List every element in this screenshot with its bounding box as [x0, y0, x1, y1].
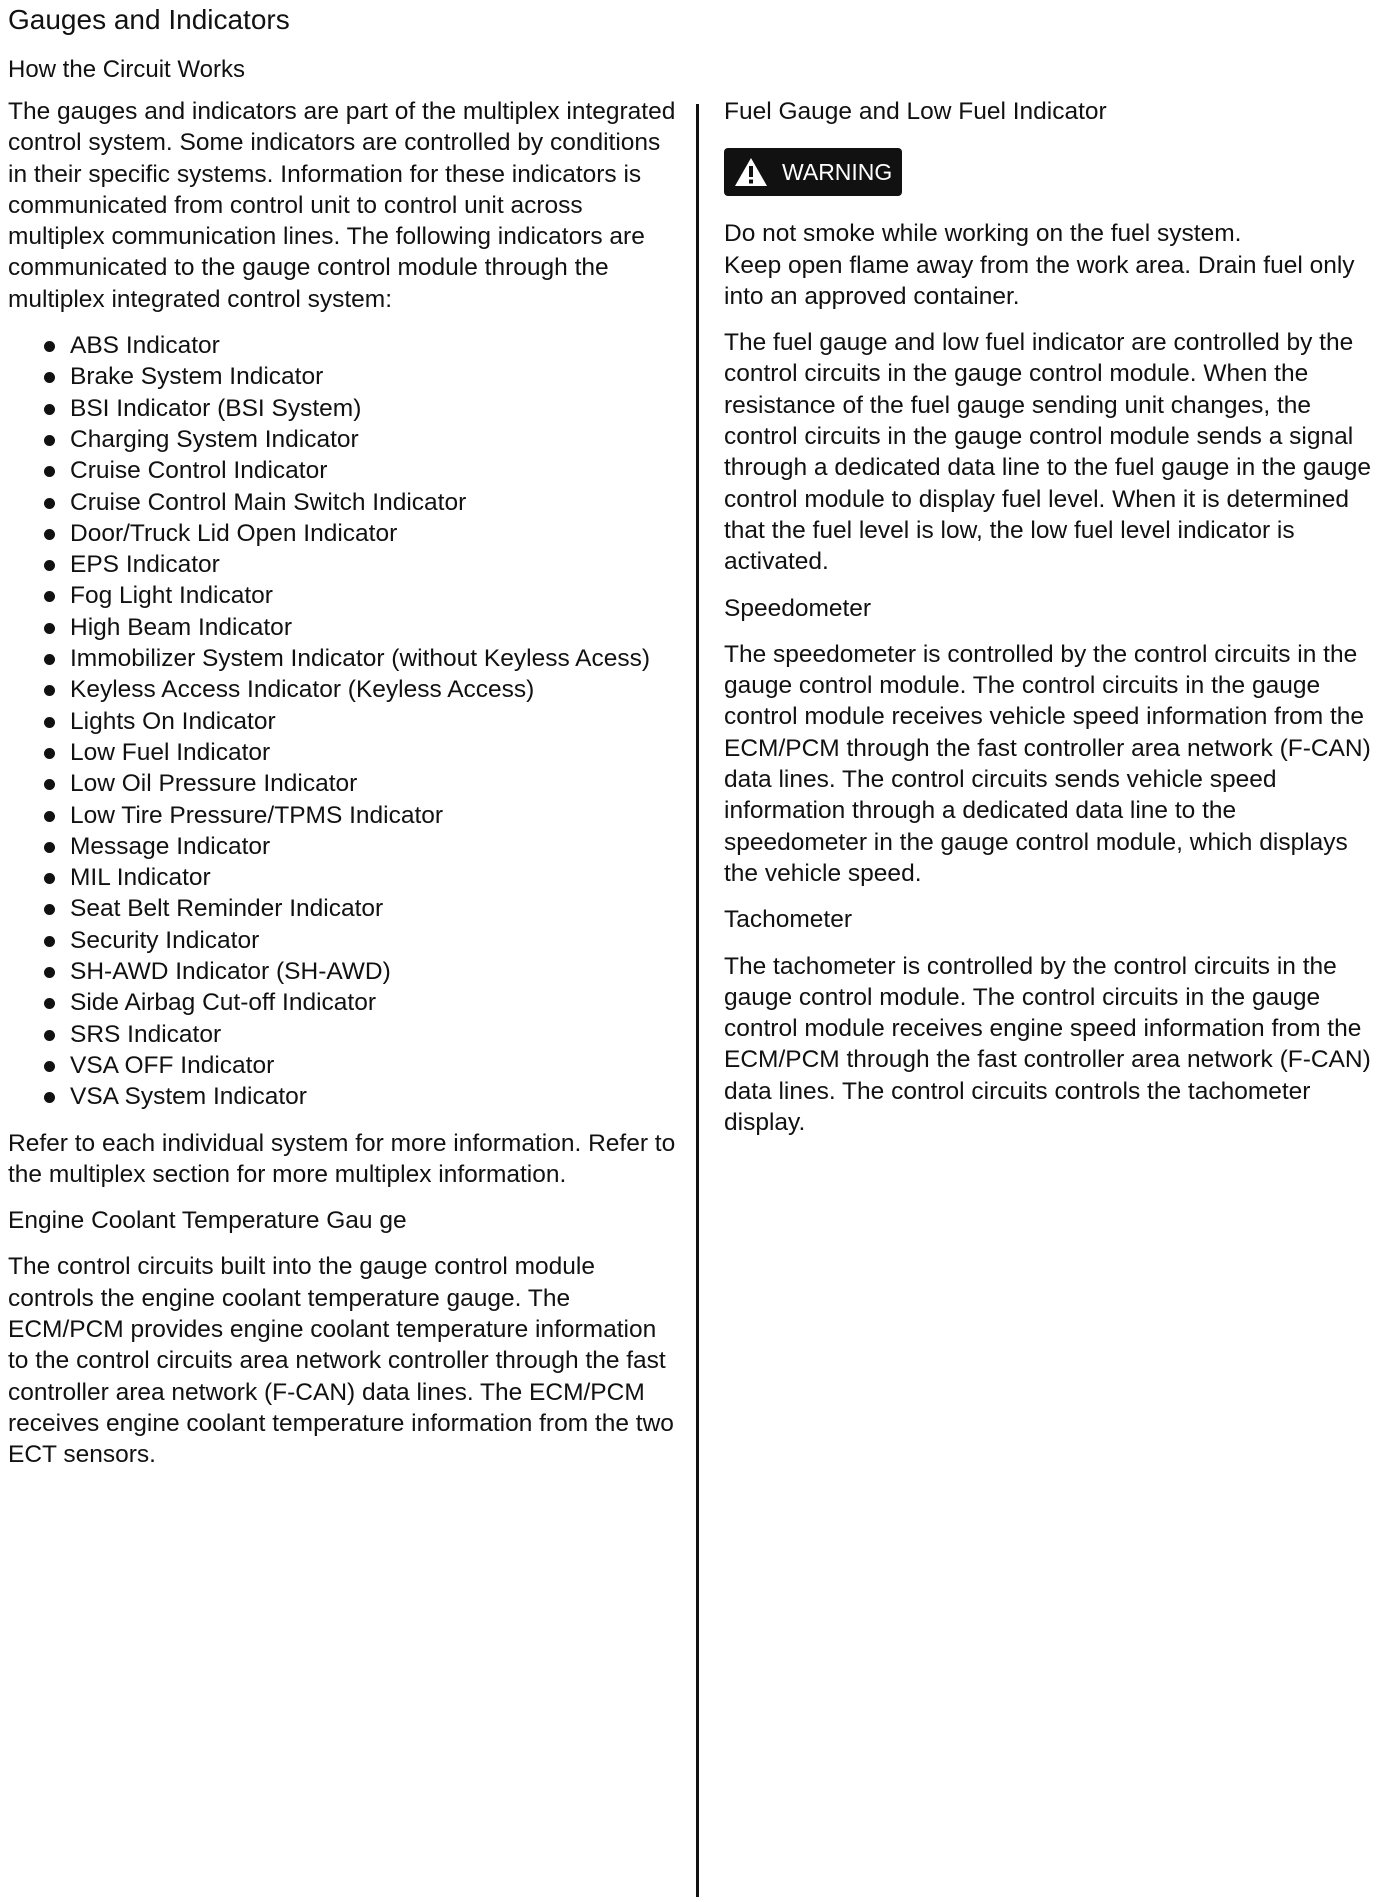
list-item: Lights On Indicator — [8, 706, 680, 737]
warning-badge — [724, 148, 902, 196]
list-item: Cruise Control Main Switch Indicator — [8, 487, 680, 518]
list-item: Seat Belt Reminder Indicator — [8, 893, 680, 924]
list-item: Fog Light Indicator — [8, 580, 680, 611]
fuel-heading: Fuel Gauge and Low Fuel Indicator — [724, 98, 1107, 125]
list-item: VSA OFF Indicator — [8, 1050, 680, 1081]
coolant-paragraph: The control circuits built into the gauge control module controls the engine coolant temperature gauge. The ECM/PCM provides engine coolant temperature information to the control circuits area network controller through the fast controller area network (F-CAN) data lines. The ECM/PCM receives engine coolant temperature information from the two ECT sensors. — [8, 1253, 674, 1469]
list-item: ABS Indicator — [8, 330, 680, 361]
list-item: Charging System Indicator — [8, 424, 680, 455]
coolant-heading: Engine Coolant Temperature Gau ge — [8, 1207, 407, 1235]
list-item: MIL Indicator — [8, 862, 680, 893]
list-item: BSI Indicator (BSI System) — [8, 393, 680, 424]
fuel-paragraph: The fuel gauge and low fuel indicator are controlled by the control circuits in the gauge control module. When the resistance of the fuel gauge sending unit changes, the control circuits in the gauge control module sends a signal through a dedicated data line to the fuel gauge in the gauge control module to display fuel level. When it is determined that the fuel level is low, the low fuel level indicator is activated. — [724, 329, 1372, 576]
list-item: SH-AWD Indicator (SH-AWD) — [8, 956, 680, 987]
tachometer-paragraph: The tachometer is controlled by the control circuits in the gauge control module. The control circuits in the gauge control module receives engine speed information from the ECM/PCM through the fast controller area network (F-CAN) data lines. The control circuits controls the tachometer display. — [724, 952, 1371, 1137]
warning-line-1: Do not smoke while working on the fuel system. — [724, 220, 1242, 248]
list-item: Side Airbag Cut-off Indicator — [8, 987, 680, 1018]
section-subtitle: How the Circuit Works — [8, 56, 245, 83]
list-item: VSA System Indicator — [8, 1081, 680, 1112]
list-item: Door/Truck Lid Open Indicator — [8, 518, 680, 549]
list-item: Keyless Access Indicator (Keyless Access) — [8, 674, 680, 705]
list-item: High Beam Indicator — [8, 612, 680, 643]
intro-paragraph: The gauges and indicators are part of the multiplex integrated control system. Some indicators are controlled by conditions in their specific systems. Information for these indicators is communicated from control unit to control unit across multiplex communication lines. The following indicators are communicated to the gauge control module through the multiplex integrated control system: — [8, 98, 676, 313]
refer-paragraph: Refer to each individual system for more information. Refer to the multiplex section for more multiplex information. — [8, 1129, 676, 1188]
indicator-list — [8, 330, 680, 1112]
list-item: Low Tire Pressure/TPMS Indicator — [8, 800, 680, 831]
list-item: Message Indicator — [8, 831, 680, 862]
page-title: Gauges and Indicators — [8, 4, 290, 35]
list-item: SRS Indicator — [8, 1019, 680, 1050]
warning-line-2: Keep open flame away from the work area. Drain fuel only into an approved container. — [724, 251, 1355, 310]
list-item: Immobilizer System Indicator (without Keyless Acess) — [8, 643, 680, 674]
list-item: Brake System Indicator — [8, 361, 680, 392]
left-column — [8, 96, 680, 1485]
warning-triangle-icon — [734, 157, 768, 187]
list-item: Security Indicator — [8, 925, 680, 956]
warning-text — [724, 218, 1384, 312]
list-item: EPS Indicator — [8, 549, 680, 580]
list-item: Cruise Control Indicator — [8, 455, 680, 486]
right-column — [724, 96, 1384, 1153]
list-item: Low Fuel Indicator — [8, 737, 680, 768]
speedometer-paragraph: The speedometer is controlled by the control circuits in the gauge control module. The control circuits in the gauge control module receives vehicle speed information from the ECM/PCM through the fast controller area network (F-CAN) data lines. The control circuits sends vehicle speed information through a dedicated data line to the speedometer in the gauge control module, which displays the vehicle speed. — [724, 640, 1371, 887]
column-divider — [696, 104, 699, 1897]
warning-label: WARNING — [782, 159, 893, 186]
list-item: Low Oil Pressure Indicator — [8, 768, 680, 799]
tachometer-heading: Tachometer — [724, 906, 853, 934]
speedometer-heading: Speedometer — [724, 594, 872, 622]
